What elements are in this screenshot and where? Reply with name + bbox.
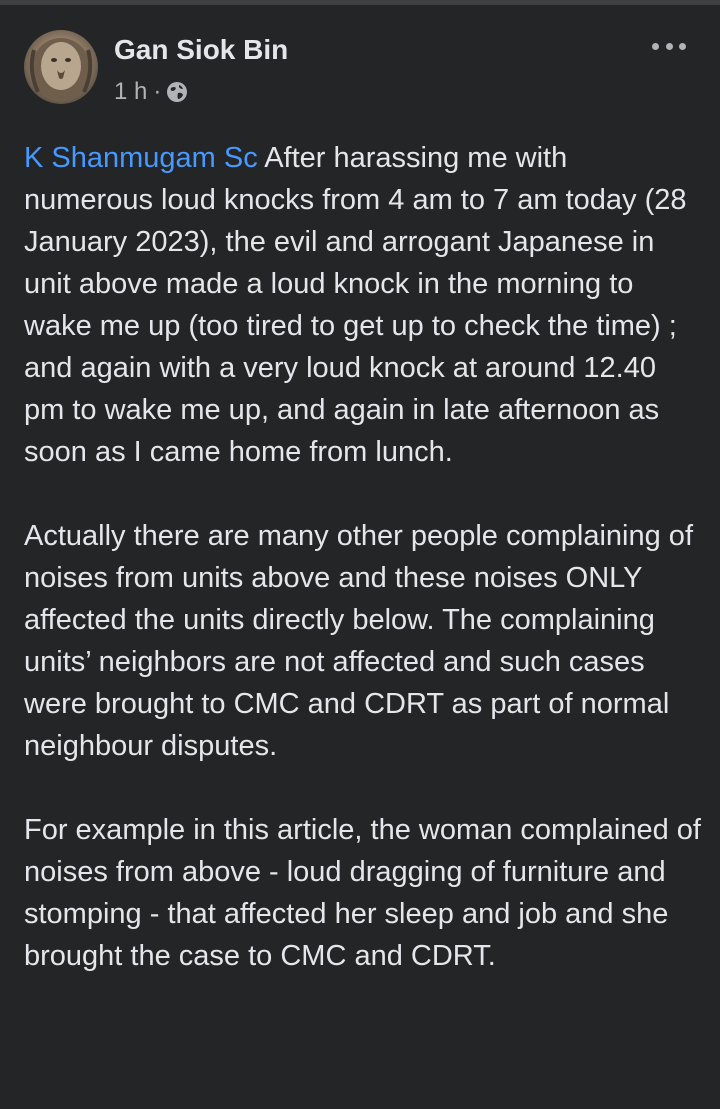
more-dot [652, 43, 659, 50]
post-paragraph [24, 137, 704, 473]
meta-separator: · [153, 78, 162, 105]
globe-icon[interactable] [166, 81, 188, 103]
avatar[interactable] [24, 30, 98, 104]
post-paragraph: For example in this article, the woman complained of noises from above - loud dragging of furniture and stomping - that affected her sleep and job and she brought the case to CMC and CDRT. [24, 814, 701, 972]
post-time[interactable]: 1 h [114, 78, 148, 105]
paragraph-text: After harassing me with numerous loud knocks from 4 am to 7 am today (28 January 2023), the evil and arrogant Japanese in unit above made a loud knock in the morning to wake me up (too tired to get up to check the time) ; and again with a very loud knock at around 12.40 pm to wake me up, and again in late afternoon as soon as I came home from lunch. [24, 142, 687, 468]
post-header [24, 30, 696, 110]
more-dot [679, 43, 686, 50]
post-body [24, 137, 704, 1019]
more-dot [666, 43, 673, 50]
post-meta [114, 78, 188, 106]
mention-link[interactable]: K Shanmugam Sc [24, 142, 258, 174]
more-options-icon[interactable] [652, 36, 686, 56]
top-divider [0, 0, 720, 5]
author-name[interactable]: Gan Siok Bin [114, 34, 289, 65]
post-paragraph: Actually there are many other people complaining of noises from units above and these noises ONLY affected the units directly below. The complaining units’ neighbors are not affected and such cases were brought to CMC and CDRT as part of normal neighbour disputes. [24, 520, 693, 762]
lion-avatar-image [24, 30, 98, 104]
